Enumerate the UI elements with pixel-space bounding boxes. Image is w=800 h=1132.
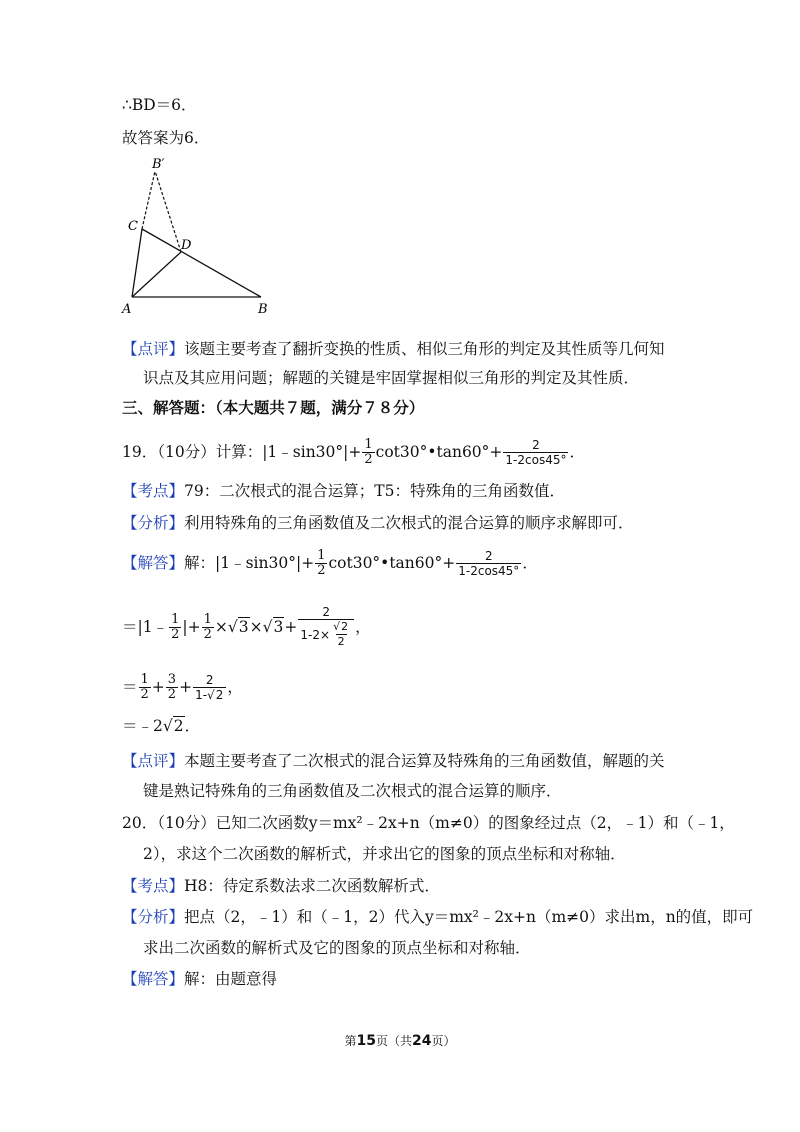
page-total: 24 xyxy=(412,1033,432,1049)
fenxi-20-cont: 求出二次函数的解析式及它的图象的顶点坐标和对称轴． xyxy=(143,939,531,957)
page-footer: 第15页（共24页） xyxy=(344,1033,456,1049)
label-c: C xyxy=(128,219,138,234)
segment-ac xyxy=(132,229,142,297)
step-1: ＝|1﹣ $\frac{1}{2}$ |+ $\frac{1}{2}$ × √3 × √3 + 2 1-2× $\frac{√2}{2}$ ， xyxy=(122,605,371,648)
question-20: 20．（10分）已知二次函数y＝mx²﹣2x+n（m≠0）的图象经过点（2，﹣1）和（﹣1， xyxy=(122,814,735,832)
comment-tag: 【点评】 xyxy=(122,340,185,358)
label-b-prime: B′ xyxy=(152,157,165,172)
nested-fraction: 2 1-2× $\frac{√2}{2}$ xyxy=(298,605,354,649)
kaodian-20: 【考点】H8：待定系数法求二次函数解析式． xyxy=(122,877,440,895)
label-a: A xyxy=(122,302,132,317)
segment-cb-prime xyxy=(142,171,155,229)
jieda-20: 【解答】解：由题意得 xyxy=(122,970,278,988)
question-19: 19．（10分）计算：|1﹣sin30°|+ $\frac{1}{2}$ cot30°•tan60°+ $\frac{2}{1-2\cos 45^\circ}$ ． xyxy=(122,436,585,467)
conclusion-bd: ∴BD＝6． xyxy=(122,96,197,114)
step-2: ＝ $\frac{1}{2}$ + $\frac{3}{2}$ + $\frac{2}{1-√2}$ ， xyxy=(122,671,243,702)
section-heading: 三、解答题：（本大题共７题，满分７８分） xyxy=(122,398,425,417)
comment-2-cont: 键是熟记特殊角的三角函数值及二次根式的混合运算的顺序． xyxy=(143,782,562,800)
fenxi-20: 【分析】把点（2，﹣1）和（﹣1，2）代入y＝mx²﹣2x+n（m≠0）求出m，n的值，即可 xyxy=(122,908,754,926)
segment-ad xyxy=(132,252,181,297)
label-b: B xyxy=(258,302,268,317)
segment-db-prime xyxy=(155,171,181,252)
fraction-half: $\frac{1}{2}$ xyxy=(364,436,373,467)
geometry-figure xyxy=(118,152,278,322)
comment-1-cont: 识点及其应用问题；解题的关键是牢固掌握相似三角形的判定及其性质． xyxy=(143,369,640,387)
label-d: D xyxy=(181,238,192,253)
kaodian-19: 【考点】79：二次根式的混合运算；T5：特殊角的三角函数值． xyxy=(122,482,565,500)
answer-line: 故答案为6． xyxy=(122,129,210,147)
comment-2: 【点评】本题主要考查了二次根式的混合运算及特殊角的三角函数值，解题的关 xyxy=(122,752,665,770)
step-3: ＝﹣2√2． xyxy=(122,717,201,735)
jieda-19: 【解答】 解：|1﹣sin30°|+ $\frac{1}{2}$ cot30°•tan60°+ $\frac{2}{1-2\cos 45^\circ}$ ． xyxy=(122,547,538,578)
segment-cb xyxy=(142,229,261,297)
question-20-cont: 2），求这个二次函数的解析式，并求出它的图象的顶点坐标和对称轴． xyxy=(143,845,626,863)
comment-1: 【点评】该题主要考查了翻折变换的性质、相似三角形的判定及其性质等几何知 xyxy=(122,340,665,358)
fenxi-19: 【分析】利用特殊角的三角函数值及二次根式的混合运算的顺序求解即可． xyxy=(122,514,634,532)
page-number: 15 xyxy=(356,1033,376,1049)
fraction-cos45: $\frac{2}{1-2\cos 45^\circ}$ xyxy=(505,437,567,467)
